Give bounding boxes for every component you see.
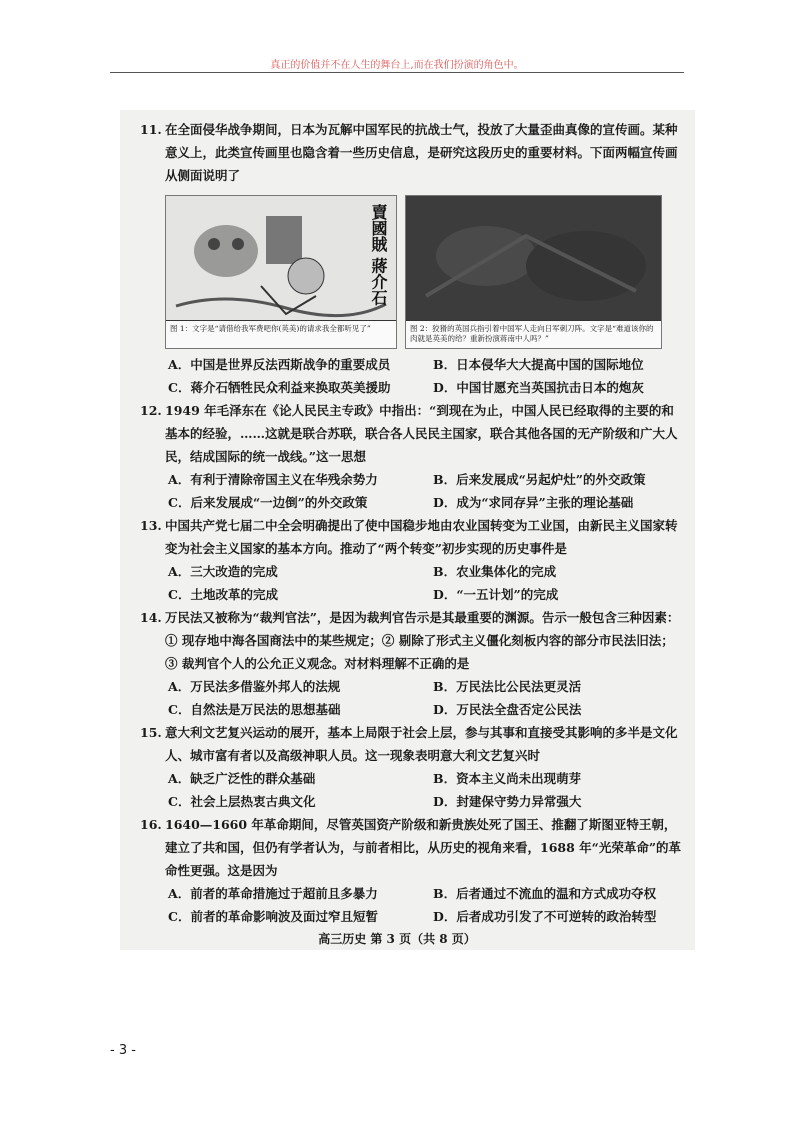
- dark-photo-illustration-icon: [406, 196, 661, 320]
- answer-options: [140, 560, 685, 606]
- option-c[interactable]: C．社会上层热衷古典文化: [168, 794, 316, 809]
- answer-options: [140, 882, 685, 928]
- option-c[interactable]: C．自然法是万民法的思想基础: [168, 702, 341, 717]
- option-c[interactable]: C．后来发展成“一边倒”的外交政策: [168, 495, 368, 510]
- answer-options: [140, 353, 685, 399]
- option-d[interactable]: D．后者成功引发了不可逆转的政治转型: [433, 909, 657, 924]
- option-a[interactable]: A．万民法多借鉴外邦人的法规: [168, 679, 341, 694]
- option-a[interactable]: A．中国是世界反法西斯战争的重要成员: [168, 357, 391, 372]
- option-row: [168, 491, 685, 514]
- question-text: 中国共产党七届二中全会明确提出了使中国稳步地由农业国转变为工业国，由新民主义国家转变为社会主义国家的基本方向。推动了“两个转变”初步实现的历史事件是: [165, 518, 678, 556]
- option-b[interactable]: B．万民法比公民法更灵活: [433, 679, 582, 694]
- option-a[interactable]: A．前者的革命措施过于超前且多暴力: [168, 886, 378, 901]
- question-15: [140, 721, 685, 813]
- figure-1: [165, 195, 397, 349]
- question-14: [140, 606, 685, 721]
- figure-2-caption: 图 2：狡猾的英国兵指引着中国军人走向日军刺刀阵。文字是“难道该你的肉就是英美的给？重新扮演蒋南中人吗？”: [406, 320, 661, 348]
- option-a[interactable]: A．缺乏广泛性的群众基础: [168, 771, 316, 786]
- header-divider: [110, 72, 684, 73]
- exam-page-label: 高三历史 第 3 页（共 8 页）: [318, 932, 476, 946]
- option-d[interactable]: D．封建保守势力异常强大: [433, 794, 582, 809]
- figure-1-caption: 图 1：文字是“请借给我军费吧你(英美)的请求我全都听见了”: [166, 320, 396, 348]
- propaganda-figures: [165, 195, 685, 347]
- answer-options: [140, 767, 685, 813]
- question-stem: [140, 399, 685, 468]
- option-c[interactable]: C．前者的革命影响波及面过窄且短暂: [168, 909, 378, 924]
- option-c[interactable]: C．蒋介石牺牲民众利益来换取英美援助: [168, 380, 391, 395]
- exam-content: [140, 118, 685, 928]
- question-text: 1640—1660 年革命期间，尽管英国资产阶级和新贵族处死了国王、推翻了斯图亚特王朝，建立了共和国，但仍有学者认为，与前者相比，从历史的视角来看，1688 年“光荣革命”的革命性更强。这是因为: [165, 817, 682, 878]
- figure-2: [405, 195, 662, 349]
- question-stem: [140, 721, 685, 767]
- option-a[interactable]: A．有利于清除帝国主义在华残余势力: [168, 472, 378, 487]
- question-number: 15.: [140, 725, 162, 740]
- option-b[interactable]: B．日本侵华大大提高中国的国际地位: [433, 357, 644, 372]
- question-stem: [140, 514, 685, 560]
- figure-1-sign: 賣國賊 蔣介石: [369, 204, 388, 306]
- option-row: [168, 468, 685, 491]
- option-d[interactable]: D．万民法全盘否定公民法: [433, 702, 582, 717]
- question-13: [140, 514, 685, 606]
- option-b[interactable]: B．后者通过不流血的温和方式成功夺权: [433, 886, 657, 901]
- question-12: [140, 399, 685, 514]
- option-row: [168, 882, 685, 905]
- option-b[interactable]: B．资本主义尚未出现萌芽: [433, 771, 582, 786]
- question-number: 12.: [140, 403, 162, 418]
- question-16: [140, 813, 685, 928]
- cartoon-illustration-icon: [166, 196, 396, 320]
- question-text: 在全面侵华战争期间，日本为瓦解中国军民的抗战士气，投放了大量歪曲真像的宣传画。某种意义上，此类宣传画里也隐含着一些历史信息，是研究这段历史的重要材料。下面两幅宣传画从侧面说明了: [165, 122, 678, 183]
- option-c[interactable]: C．土地改革的完成: [168, 587, 278, 602]
- question-number: 14.: [140, 610, 162, 625]
- option-b[interactable]: B．后来发展成“另起炉灶”的外交政策: [433, 472, 646, 487]
- question-text: 1949 年毛泽东在《论人民民主专政》中指出：“到现在为止，中国人民已经取得的主要的和基本的经验，……这就是联合苏联，联合各人民民主国家，联合其他各国的无产阶级和广大人民，结成国际的统一战线。”这一思想: [165, 403, 678, 464]
- option-row: [168, 376, 685, 399]
- option-a[interactable]: A．三大改造的完成: [168, 564, 278, 579]
- option-row: [168, 698, 685, 721]
- option-d[interactable]: D．“一五计划”的完成: [433, 587, 559, 602]
- question-11: [140, 118, 685, 399]
- option-row: [168, 905, 685, 928]
- question-text: 万民法又被称为“裁判官法”，是因为裁判官告示是其最重要的渊源。告示一般包含三种因素：① 现存地中海各国商法中的某些规定；② 剔除了形式主义僵化刻板内容的部分市民法旧法；③ 裁判官个人的公允正义观念。对材料理解不正确的是: [165, 610, 680, 671]
- option-row: [168, 767, 685, 790]
- question-number: 16.: [140, 817, 162, 832]
- option-row: [168, 675, 685, 698]
- question-number: 13.: [140, 518, 162, 533]
- option-d[interactable]: D．中国甘愿充当英国抗击日本的炮灰: [433, 380, 644, 395]
- option-b[interactable]: B．农业集体化的完成: [433, 564, 557, 579]
- question-stem: [140, 606, 685, 675]
- question-text: 意大利文艺复兴运动的展开，基本上局限于社会上层，参与其事和直接受其影响的多半是文化人、城市富有者以及高级神职人员。这一现象表明意大利文艺复兴时: [165, 725, 678, 763]
- option-row: [168, 353, 685, 376]
- header-motto: 真正的价值并不在人生的舞台上,而在我们扮演的角色中。: [270, 60, 524, 71]
- option-row: [168, 560, 685, 583]
- answer-options: [140, 675, 685, 721]
- option-row: [168, 790, 685, 813]
- answer-options: [140, 468, 685, 514]
- question-number: 11.: [140, 122, 162, 137]
- option-d[interactable]: D．成为“求同存异”主张的理论基础: [433, 495, 634, 510]
- option-row: [168, 583, 685, 606]
- page-number: - 3 -: [110, 1043, 136, 1058]
- question-stem: [140, 813, 685, 882]
- question-stem: [140, 118, 685, 187]
